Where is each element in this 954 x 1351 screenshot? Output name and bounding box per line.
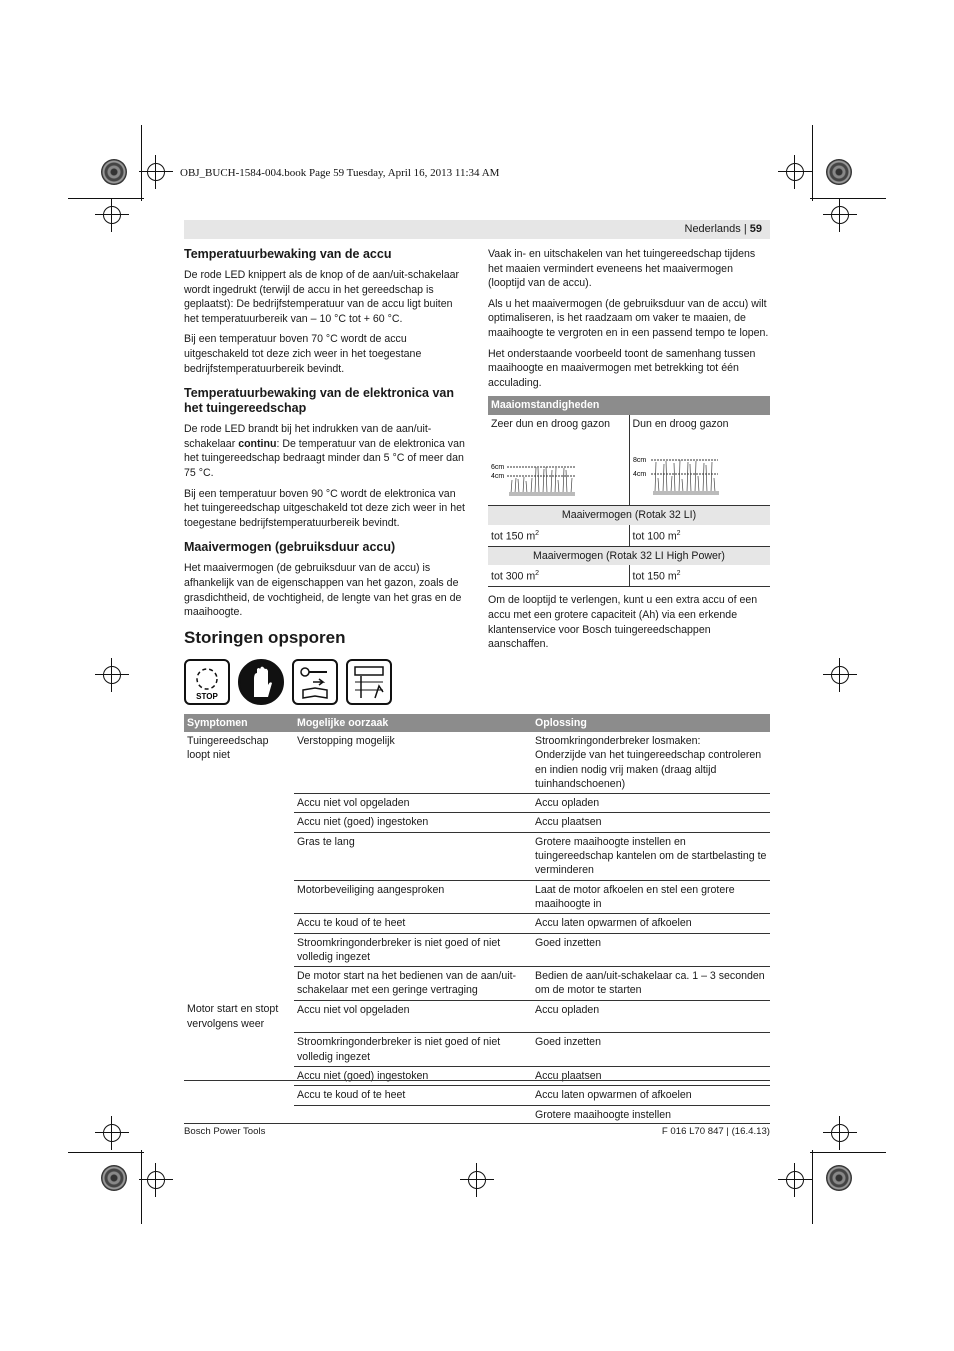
table-row	[184, 813, 770, 832]
symptom-cell	[184, 832, 294, 880]
paragraph: Bij een temperatuur boven 70 °C wordt de accu uitgeschakeld tot deze zich weer in het toegestane bedrijfstemperatuurbereik bevindt.	[184, 333, 422, 375]
table-header: Maaiomstandigheden	[488, 396, 770, 415]
registration-target-top-right	[826, 159, 852, 185]
solution-cell: Accu opladen	[532, 1000, 770, 1033]
header-text	[685, 223, 763, 235]
symptom-cell	[184, 880, 294, 914]
cause-cell: Motorbeveiliging aangesproken	[294, 880, 532, 914]
table-row	[184, 794, 770, 813]
crosshair-mark	[831, 666, 849, 684]
solution-cell: Accu laten opwarmen of afkoelen	[532, 1086, 770, 1105]
crosshair-mark	[147, 163, 165, 181]
table-row	[184, 1086, 770, 1105]
model-row: Maaivermogen (Rotak 32 LI High Power)	[488, 546, 770, 565]
section-title: Temperatuurbewaking van de accu	[184, 247, 392, 261]
symptom-cell	[184, 1033, 294, 1067]
paragraph: De rode LED knippert als de knop of de aan/uit-schakelaar wordt ingedrukt (terwijl de accu in het gereedschap is geplaatst): De bedrijfstemperatuur van de accu ligt buiten het temperatuurbereik van – 10 °C tot + 60 °C.	[184, 269, 460, 325]
crop-line	[141, 125, 142, 201]
gloves-icon	[238, 659, 284, 705]
symptom-cell	[184, 1105, 294, 1124]
mowing-conditions-table	[488, 396, 770, 587]
crosshair-mark	[103, 666, 121, 684]
symptom-cell: Motor start en stopt vervolgens weer	[187, 1003, 279, 1030]
table-row	[184, 1033, 770, 1067]
crop-line	[68, 198, 144, 199]
crosshair-mark	[831, 206, 849, 224]
cause-cell	[294, 1105, 532, 1124]
column-header: Oplossing	[532, 714, 770, 732]
paragraph: Het maaivermogen (de gebruiksduur van de accu) is afhankelijk van de eigenschappen van het gazon, zoals de grasdichtheid, de vochtigheid, de lengte van het gras en de maaihoogte.	[184, 562, 462, 619]
capacity-value: tot 300 m	[491, 570, 536, 583]
cause-cell: Accu niet vol opgeladen	[294, 1000, 532, 1033]
right-column	[488, 247, 770, 658]
crop-line	[68, 1152, 144, 1153]
paragraph: Bij een temperatuur boven 90 °C wordt de elektronica van het tuingereedschap uitgeschakeld tot deze zich weer in het toegestane bedrijfstemperatuurbereik bevindt.	[184, 487, 465, 529]
cause-cell: Accu niet (goed) ingestoken	[294, 813, 532, 832]
symptom-cell: Tuingereedschap loopt niet	[187, 735, 269, 762]
solution-cell: Accu laten opwarmen of afkoelen	[532, 914, 770, 933]
bold-text: continu	[238, 437, 277, 450]
capacity-value: tot 100 m	[632, 530, 677, 543]
cause-cell: Gras te lang	[294, 832, 532, 880]
cause-cell: Stroomkringonderbreker is niet goed of niet volledig ingezet	[294, 1033, 532, 1067]
cause-cell: De motor start na het bedienen van de aan/uit-schakelaar met een geringe vertraging	[294, 967, 532, 1001]
superscript: 2	[535, 529, 540, 537]
paragraph: Het onderstaande voorbeeld toont de samenhang tussen maaihoogte en maaivermogen met betrekking tot één acculading.	[488, 347, 756, 389]
grass-height-illustration	[491, 458, 581, 498]
crop-line	[812, 125, 813, 201]
solution-cell: Grotere maaihoogte instellen	[535, 1108, 672, 1121]
height-label: 6cm	[491, 463, 505, 471]
text: De rode LED brandt bij het indrukken van de aan/uit-schakelaar	[184, 423, 432, 450]
registration-target-top-left	[101, 159, 127, 185]
height-label: 8cm	[632, 456, 646, 464]
table-row	[184, 1000, 770, 1033]
crosshair-mark	[103, 1124, 121, 1142]
print-info: OBJ_BUCH-1584-004.book Page 59 Tuesday, April 16, 2013 11:34 AM	[180, 167, 500, 179]
capacity-value: tot 150 m	[491, 530, 536, 543]
paragraph: Als u het maaivermogen (de gebruiksduur van de accu) wilt optimaliseren, is het raadzaam om vaker te maaien, de maaihoogte te vergroten en in een passend tempo te lopen.	[488, 297, 769, 339]
cause-cell: Verstopping mogelijk	[294, 732, 532, 794]
header-language: Nederlands	[684, 223, 741, 235]
condition-cell	[629, 415, 770, 506]
table-row	[184, 1105, 770, 1124]
table-row	[184, 967, 770, 1001]
capacity-cell	[629, 525, 770, 547]
stop-icon	[184, 659, 230, 705]
table-row	[184, 880, 770, 914]
condition-label: Zeer dun en droog gazon	[491, 417, 610, 430]
cause-cell: Accu niet vol opgeladen	[294, 794, 532, 813]
section-heading: Storingen opsporen	[184, 628, 346, 647]
registration-target-bottom-right	[826, 1165, 852, 1191]
height-label: 4cm	[632, 470, 646, 478]
section-title: Maaivermogen (gebruiksduur accu)	[184, 540, 396, 555]
superscript: 2	[676, 570, 681, 578]
table-row	[184, 1066, 770, 1085]
crop-line	[810, 1152, 886, 1153]
solution-cell: Goed inzetten	[532, 933, 770, 967]
registration-target-bottom-left	[101, 1165, 127, 1191]
superscript: 2	[535, 570, 540, 578]
solution-cell: Accu plaatsen	[532, 1066, 770, 1085]
text: : De temperatuur van de elektronica van het tuingereedschap bedraagt minder dan 5 °C of meer dan 75 °C.	[184, 437, 465, 479]
capacity-cell	[629, 565, 770, 587]
cause-cell: Accu te koud of te heet	[294, 1086, 532, 1105]
footer-brand: Bosch Power Tools	[184, 1126, 266, 1137]
superscript: 2	[676, 529, 681, 537]
footer-docnumber: F 016 L70 847 | (16.4.13)	[661, 1126, 770, 1137]
crosshair-mark	[147, 1171, 165, 1189]
cause-cell: Accu niet (goed) ingestoken	[294, 1066, 532, 1085]
condition-label: Dun en droog gazon	[632, 417, 729, 430]
symptom-cell	[184, 933, 294, 967]
section-temp-battery	[184, 247, 468, 376]
grass-height-illustration	[633, 454, 723, 498]
height-label: 4cm	[491, 472, 505, 480]
model-row: Maaivermogen (Rotak 32 LI)	[488, 505, 770, 524]
section-mowing-capacity	[184, 540, 468, 619]
crop-line	[141, 1150, 142, 1224]
solution-cell: Stroomkringonderbreker losmaken: Onderzijde van het tuingereedschap controleren en indien nodig vrij maken (draag altijd tuinhandschoenen)	[532, 732, 770, 794]
section-title: Temperatuurbewaking van de elektronica van het tuingereedschap	[184, 386, 454, 416]
paragraph: Vaak in- en uitschakelen van het tuingereedschap tijdens het maaien vermindert eveneens het maaivermogen (looptijd van de accu).	[488, 248, 756, 290]
cause-cell: Stroomkringonderbreker is niet goed of niet volledig ingezet	[294, 933, 532, 967]
capacity-cell	[488, 525, 629, 547]
solution-cell: Accu plaatsen	[532, 813, 770, 832]
capacity-cell	[488, 565, 629, 587]
table-row	[184, 732, 770, 794]
table-row	[184, 832, 770, 880]
symptom-cell	[184, 914, 294, 933]
crosshair-mark	[831, 1124, 849, 1142]
symptom-cell	[184, 1086, 294, 1105]
table-row	[184, 914, 770, 933]
column-header: Mogelijke oorzaak	[294, 714, 532, 732]
column-header: Symptomen	[184, 714, 294, 732]
left-column	[184, 247, 468, 630]
crop-line	[810, 198, 886, 199]
paragraph	[184, 422, 468, 480]
footer-divider	[184, 1123, 770, 1124]
crosshair-mark	[786, 1171, 804, 1189]
symptom-cell	[184, 813, 294, 832]
page-header	[184, 220, 770, 239]
solution-cell: Grotere maaihoogte instellen en tuingereedschap kantelen om de startbelasting te verminderen	[532, 832, 770, 880]
condition-cell	[488, 415, 629, 506]
capacity-value: tot 150 m	[632, 570, 677, 583]
table-row	[184, 933, 770, 967]
safety-icons	[184, 659, 392, 705]
cutting-height-icon	[346, 659, 392, 705]
crosshair-mark	[468, 1171, 486, 1189]
crosshair-mark	[786, 163, 804, 181]
symptom-cell	[184, 794, 294, 813]
stop-label: STOP	[196, 692, 218, 701]
manual-key-icon	[292, 659, 338, 705]
solution-cell: Goed inzetten	[532, 1033, 770, 1067]
solution-cell: Laat de motor afkoelen en stel een grotere maaihoogte in	[532, 880, 770, 914]
troubleshooting-table	[184, 714, 770, 1124]
paragraph: Om de looptijd te verlengen, kunt u een extra accu of een accu met een grotere capaciteit (Ah) via een erkende klantenservice voor Bosch tuingereedschappen aanschaffen.	[488, 594, 758, 651]
crosshair-mark	[103, 206, 121, 224]
symptom-cell	[184, 967, 294, 1001]
table-end-line	[184, 1080, 770, 1081]
header-separator: |	[743, 223, 747, 235]
solution-cell: Bedien de aan/uit-schakelaar ca. 1 – 3 seconden om de motor te starten	[532, 967, 770, 1001]
section-temp-electronics	[184, 386, 468, 530]
page-number: 59	[749, 223, 762, 235]
crop-line	[812, 1150, 813, 1224]
symptom-cell	[184, 1066, 294, 1085]
solution-cell: Accu opladen	[532, 794, 770, 813]
cause-cell: Accu te koud of te heet	[294, 914, 532, 933]
